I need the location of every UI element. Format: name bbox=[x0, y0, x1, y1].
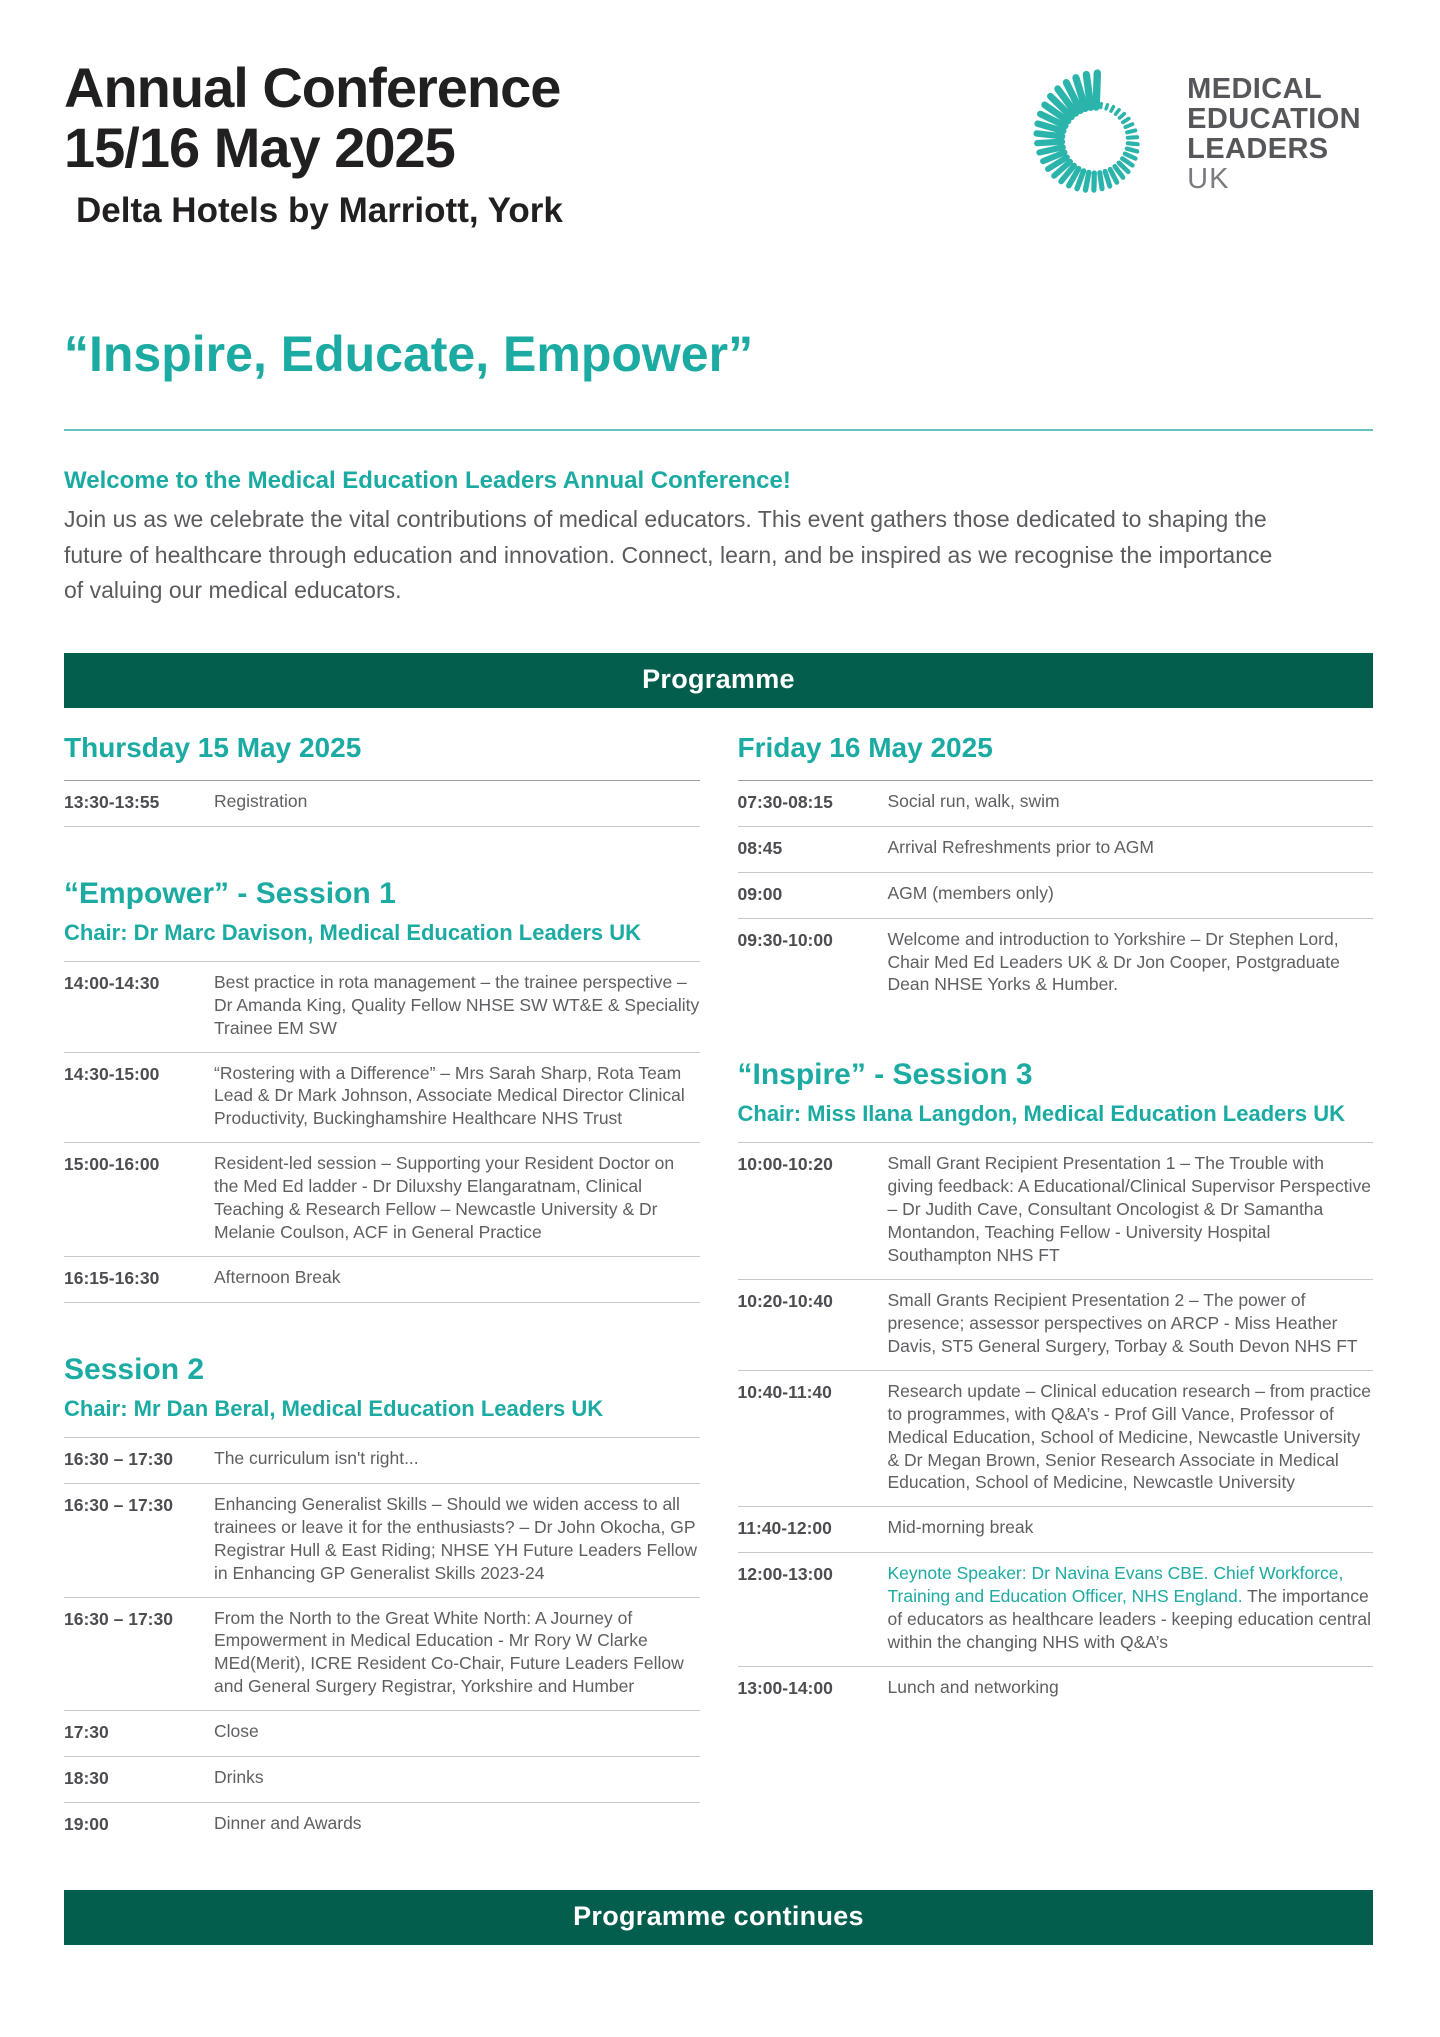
mel-uk-logo bbox=[1015, 60, 1361, 220]
row-description: Arrival Refreshments prior to AGM bbox=[887, 836, 1154, 857]
row-time: 10:20-10:40 bbox=[737, 1291, 833, 1311]
row-time: 14:00-14:30 bbox=[64, 972, 160, 993]
schedule-row bbox=[64, 1710, 700, 1756]
row-description-highlight: Keynote Speaker: Dr Navina Evans CBE. Chief Workforce, Training and Education Officer, NHS England. bbox=[887, 1563, 1344, 1607]
row-description: Small Grant Recipient Presentation 1 – The Trouble with giving feedback: A Educational/Clinical Supervisor Perspective – Dr Judith Cave, Consultant Oncologist & Dr Samantha Montandon, Teaching Fellow - University Hospital Southampton NHS FT bbox=[887, 1153, 1371, 1266]
schedule-block bbox=[738, 781, 1374, 1009]
row-description: AGM (members only) bbox=[887, 882, 1054, 903]
row-description: Best practice in rota management – the trainee perspective – Dr Amanda King, Quality Fellow NHSE SW WT&E & Speciality Trainee EM SW bbox=[214, 971, 700, 1038]
teal-divider-rule bbox=[64, 429, 1373, 431]
programme-banner: Programme bbox=[64, 653, 1373, 708]
row-description: Drinks bbox=[214, 1767, 264, 1788]
venue-text: Delta Hotels by Marriott, York bbox=[76, 190, 563, 230]
schedule-row bbox=[738, 781, 1374, 826]
title-line-2: 15/16 May 2025 bbox=[64, 116, 455, 180]
schedule-row bbox=[64, 1142, 700, 1256]
row-description: Social run, walk, swim bbox=[887, 790, 1060, 811]
row-time: 07:30-08:15 bbox=[737, 791, 833, 812]
schedule-block bbox=[738, 1142, 1374, 1712]
row-description: Keynote Speaker: Dr Navina Evans CBE. Chief Workforce, Training and Education Officer, NHS England. The importance of educators as healthcare leaders - keeping education central within the changing NHS with Q&A’s bbox=[887, 1563, 1371, 1653]
row-time: 13:30-13:55 bbox=[64, 791, 160, 812]
session-chair: Chair: Mr Dan Beral, Medical Education Leaders UK bbox=[64, 1395, 604, 1421]
conference-slogan: “Inspire, Educate, Empower” bbox=[64, 325, 754, 382]
row-time: 14:30-15:00 bbox=[64, 1063, 160, 1084]
session-title: “Empower” - Session 1 bbox=[64, 876, 396, 910]
schedule-row bbox=[738, 826, 1374, 872]
row-time: 08:45 bbox=[737, 837, 783, 858]
schedule-row bbox=[64, 961, 700, 1052]
schedule-row bbox=[738, 1552, 1374, 1666]
schedule-row bbox=[64, 1802, 700, 1848]
schedule-row bbox=[738, 1666, 1374, 1712]
row-time: 16:30 – 17:30 bbox=[64, 1448, 173, 1469]
row-description: Resident-led session – Supporting your Resident Doctor on the Med Ed ladder - Dr Diluxshy Elangaratnam, Clinical Teaching & Research Fellow – Newcastle University & Dr Melanie Coulson, ACF in General Practice bbox=[214, 1153, 675, 1243]
programme-continues-banner: Programme continues bbox=[64, 1890, 1373, 1945]
logo-line-leaders: LEADERS bbox=[1187, 133, 1329, 166]
day-column-friday bbox=[738, 732, 1374, 1712]
row-description: Close bbox=[214, 1721, 259, 1742]
row-description: Research update – Clinical education research – from practice to programmes, with Q&A’s - Prof Gill Vance, Professor of Medical Education, School of Medicine, Newcastle University & Dr Megan Brown, Senior Research Associate in Medical Education, School of Medicine, Newcastle University bbox=[887, 1380, 1371, 1493]
logo-line-medical: MEDICAL bbox=[1187, 73, 1323, 105]
starburst-spiral-icon bbox=[1015, 60, 1175, 220]
row-time: 16:15-16:30 bbox=[64, 1268, 160, 1288]
schedule-block bbox=[64, 781, 700, 827]
programme-columns bbox=[64, 732, 1373, 1848]
row-time: 17:30 bbox=[64, 1722, 109, 1743]
row-time: 16:30 – 17:30 bbox=[64, 1494, 173, 1515]
row-time: 10:00-10:20 bbox=[737, 1154, 833, 1175]
schedule-row bbox=[738, 918, 1374, 1009]
row-description: Small Grants Recipient Presentation 2 – The power of presence; assessor perspectives on ARCP - Miss Heather Davis, ST5 General Surgery, Torbay & South Devon NHS FT bbox=[887, 1290, 1358, 1356]
row-description: Enhancing Generalist Skills – Should we widen access to all trainees or leave it for the enthusiasts? – Dr John Okocha, GP Registrar Hull & East Riding; NHSE YH Future Leaders Fellow in Enhancing GP Generalist Skills 2023-24 bbox=[214, 1493, 698, 1583]
session-header bbox=[738, 1058, 1374, 1142]
page-title bbox=[64, 58, 563, 179]
row-time: 12:00-13:00 bbox=[737, 1564, 833, 1585]
row-description: Registration bbox=[214, 790, 308, 811]
row-description: Dinner and Awards bbox=[214, 1813, 362, 1834]
row-description: From the North to the Great White North: A Journey of Empowerment in Medical Education - Mr Rory W Clarke MEd(Merit), ICRE Resident Co-Chair, Future Leaders Fellow and General Surgery Registrar, Yorkshire and Humber bbox=[214, 1607, 684, 1697]
title-line-1: Annual Conference bbox=[64, 56, 561, 119]
schedule-row bbox=[738, 1142, 1374, 1279]
row-time: 10:40-11:40 bbox=[737, 1381, 832, 1402]
session-chair: Chair: Miss Ilana Langdon, Medical Education Leaders UK bbox=[737, 1101, 1346, 1127]
schedule-block bbox=[64, 1437, 700, 1848]
schedule-row bbox=[64, 1437, 700, 1483]
schedule-row bbox=[64, 781, 700, 826]
row-description: Lunch and networking bbox=[887, 1676, 1059, 1697]
masthead bbox=[64, 58, 1373, 231]
session-title: “Inspire” - Session 3 bbox=[737, 1058, 1033, 1092]
schedule-row bbox=[64, 1483, 700, 1597]
row-time: 09:00 bbox=[737, 883, 783, 904]
logo-wordmark bbox=[1187, 74, 1361, 195]
logo-line-uk: UK bbox=[1187, 163, 1230, 196]
schedule-row bbox=[738, 1370, 1374, 1507]
schedule-row bbox=[64, 1597, 700, 1711]
schedule-row bbox=[64, 1756, 700, 1802]
row-description: The curriculum isn't right... bbox=[214, 1447, 419, 1468]
schedule-block bbox=[64, 961, 700, 1303]
welcome-paragraph: Join us as we celebrate the vital contributions of medical educators. This event gathers those dedicated to shaping the future of healthcare through education and innovation. Connect, learn, and be inspired as we recognise the importance of valuing our medical educators. bbox=[64, 505, 1273, 604]
row-description: Mid-morning break bbox=[887, 1517, 1034, 1538]
row-time: 16:30 – 17:30 bbox=[64, 1608, 173, 1629]
row-time: 09:30-10:00 bbox=[737, 929, 833, 950]
schedule-row bbox=[64, 1052, 700, 1143]
title-block bbox=[64, 58, 563, 231]
row-description: “Rostering with a Difference” – Mrs Sarah Sharp, Rota Team Lead & Dr Mark Johnson, Associate Medical Director Clinical Productivity, Buckinghamshire Healthcare NHS Trust bbox=[214, 1062, 685, 1129]
day-title: Friday 16 May 2025 bbox=[738, 732, 1374, 781]
row-time: 19:00 bbox=[64, 1814, 109, 1835]
logo-line-education: EDUCATION bbox=[1187, 103, 1361, 136]
row-time: 18:30 bbox=[64, 1768, 109, 1789]
row-time: 13:00-14:00 bbox=[737, 1677, 833, 1698]
schedule-row bbox=[64, 1256, 700, 1302]
session-chair: Chair: Dr Marc Davison, Medical Education Leaders UK bbox=[64, 919, 642, 945]
welcome-heading: Welcome to the Medical Education Leaders Annual Conference! bbox=[64, 466, 791, 494]
session-title: Session 2 bbox=[64, 1352, 205, 1386]
day-title: Thursday 15 May 2025 bbox=[64, 732, 700, 781]
schedule-row bbox=[738, 872, 1374, 918]
row-description: Welcome and introduction to Yorkshire – Dr Stephen Lord, Chair Med Ed Leaders UK & Dr Jon Cooper, Postgraduate Dean NHSE Yorks & Humber. bbox=[887, 928, 1340, 995]
row-time: 15:00-16:00 bbox=[64, 1154, 160, 1175]
row-time: 11:40-12:00 bbox=[737, 1518, 832, 1539]
session-header bbox=[64, 1353, 700, 1437]
row-description: Afternoon Break bbox=[214, 1267, 341, 1287]
day-column-thursday bbox=[64, 732, 700, 1848]
session-header bbox=[64, 877, 700, 961]
schedule-row bbox=[738, 1279, 1374, 1370]
schedule-row bbox=[738, 1506, 1374, 1552]
